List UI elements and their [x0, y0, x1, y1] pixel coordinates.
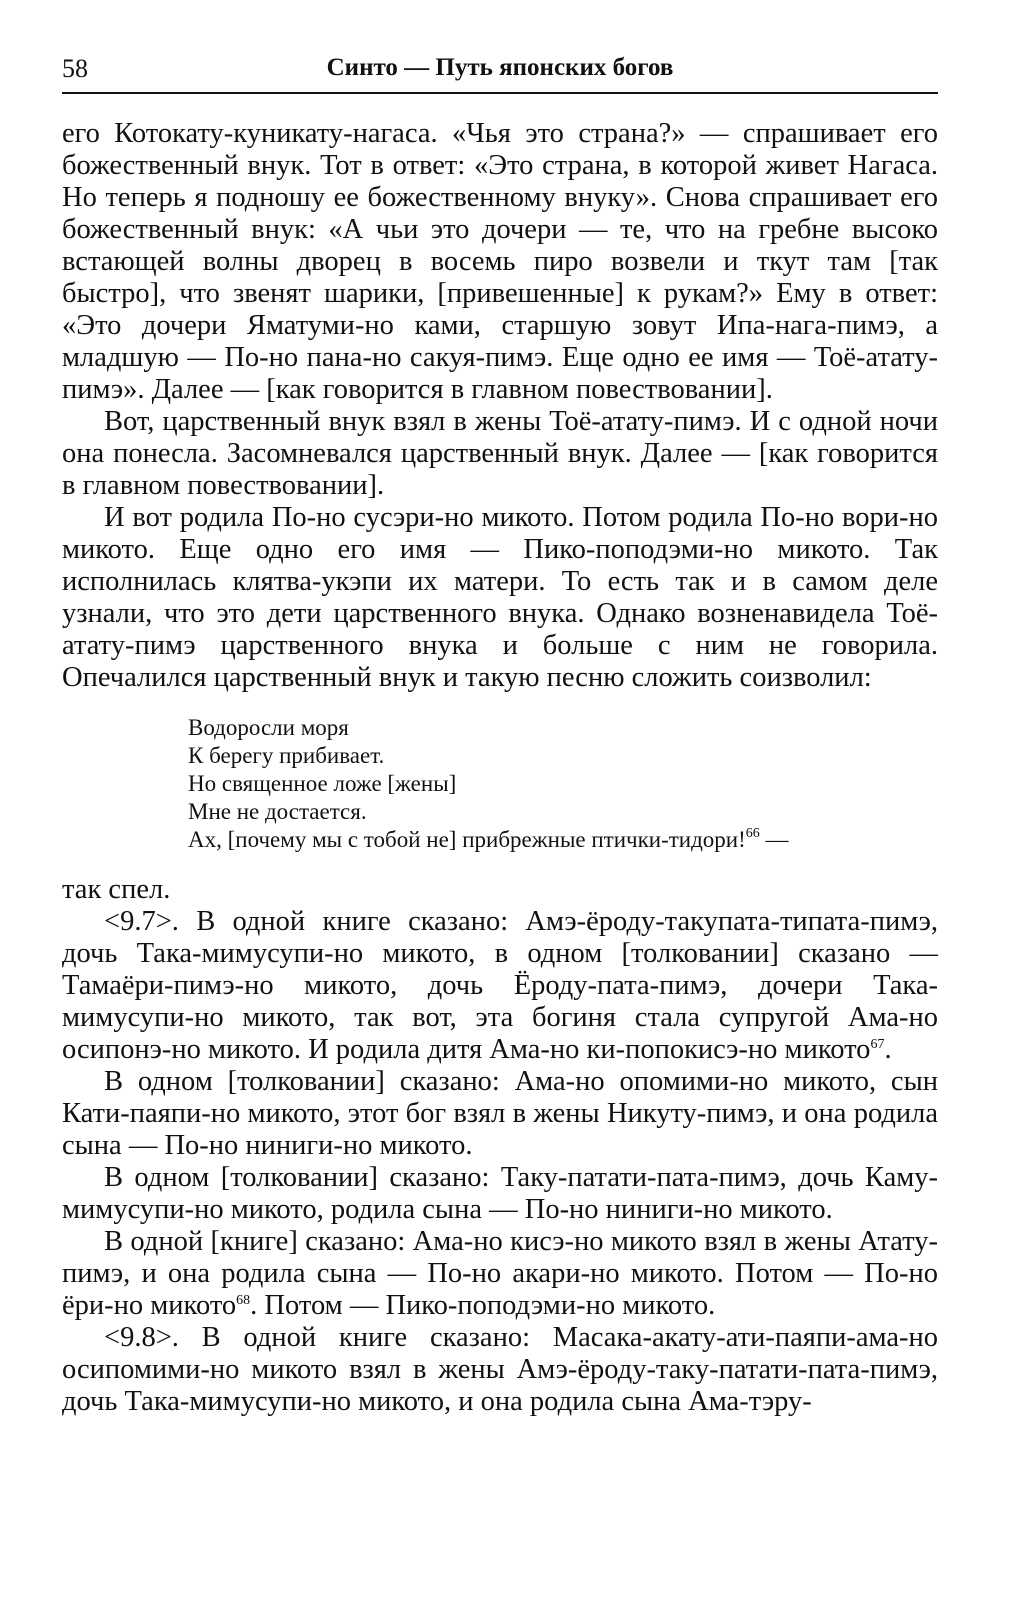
paragraph-9-8: <9.8>. В одной книге сказано: Масака-акату-ати-паяпи-ама-но осипомими-но микото взял в жены Амэ-ёроду-таку-патати-пата-пимэ, дочь Така-мимусупи-но микото, и она родила сына Ама-тэру-	[62, 1322, 938, 1417]
footnote-ref-67: 67	[870, 1037, 885, 1052]
poem-line-dash: —	[759, 827, 789, 852]
footnote-ref-66: 66	[745, 826, 760, 841]
poem	[188, 714, 938, 854]
paragraph: Вот, царственный внук взял в жены Тоё-атату-пимэ. И с одной ночи она понесла. Засомневался царственный внук. Далее — [как говорится в главном повествовании].	[62, 406, 938, 501]
paragraph-text: В одной [книге] сказано: Ама-но кисэ-но микото взял в жены Атату-пимэ, и она родила сына — По-но акари-но микото. Потом — По-но ёри-но микото	[62, 1226, 938, 1321]
page-number: 58	[62, 54, 88, 83]
footnote-ref-68: 68	[236, 1293, 251, 1308]
paragraph-after-poem: так спел.	[62, 874, 171, 905]
paragraph: И вот родила По-но сусэри-но микото. Потом родила По-но вори-но микото. Еще одно его имя — Пико-поподэми-но микото. Так исполнилась клятва-укэпи их матери. То есть так и в самом деле узнали, что это дети царственного внука. Однако возненавидела Тоё-атату-пимэ царственного внука и больше с ним не говорила. Опечалился царственный внук и такую песню сложить соизволил:	[62, 502, 938, 693]
paragraph: В одном [толковании] сказано: Ама-но опомими-но микото, сын Кати-паяпи-но микото, этот бог взял в жены Никуту-пимэ, и она родила сына — По-но ниниги-но микото.	[62, 1066, 938, 1161]
paragraph-text: . Потом — Пико-поподэми-но микото.	[250, 1290, 716, 1321]
paragraph: В одном [толковании] сказано: Таку-патати-пата-пимэ, дочь Каму-мимусупи-но микото, родила сына — По-но ниниги-но микото.	[62, 1162, 938, 1225]
poem-line-last	[188, 826, 938, 854]
paragraph-text: <9.7>. В одной книге сказано: Амэ-ёроду-такупата-типата-пимэ, дочь Така-мимусупи-но микото, в одном [толковании] сказано — Тамаёри-пимэ-но микото, дочь Ёроду-пата-пимэ, дочери Така-мимусупи-но микото, так вот, эта богиня стала супругой Ама-но осипонэ-но микото. И родила дитя Ама-но ки-попокисэ-но микото	[62, 906, 938, 1065]
poem-line-text: Ах, [почему мы с тобой не] прибрежные птички-тидори!	[188, 827, 746, 852]
body-text	[62, 118, 938, 1418]
poem-line: Но священное ложе [жены]	[188, 771, 457, 796]
paragraph-9-7	[62, 906, 938, 1066]
poem-line: Водоросли моря	[188, 715, 349, 740]
page-header	[62, 52, 938, 94]
paragraph-end: .	[884, 1034, 892, 1065]
running-title: Синто — Путь японских богов	[326, 54, 674, 81]
paragraph-continuation: его Котокату-куникату-нагаса. «Чья это страна?» — спрашивает его божественный внук. Тот в ответ: «Это страна, в которой живет Нагаса. Но теперь я подношу ее божественному внуку». Снова спрашивает его божественный внук: «А чьи это дочери — те, что на гребне высоко встающей волны дворец в восемь пиро возвели и ткут там [так быстро], что звенят шарики, [привешенные] к рукам?» Ему в ответ: «Это дочери Яматуми-но ками, старшую зовут Ипа-нага-пимэ, а младшую — По-но пана-но сакуя-пимэ. Еще одно ее имя — Тоё-атату-пимэ». Далее — [как говорится в главном повествовании].	[62, 118, 938, 405]
poem-line: К берегу прибивает.	[188, 743, 385, 768]
poem-line: Мне не достается.	[188, 799, 367, 824]
paragraph	[62, 1226, 938, 1322]
